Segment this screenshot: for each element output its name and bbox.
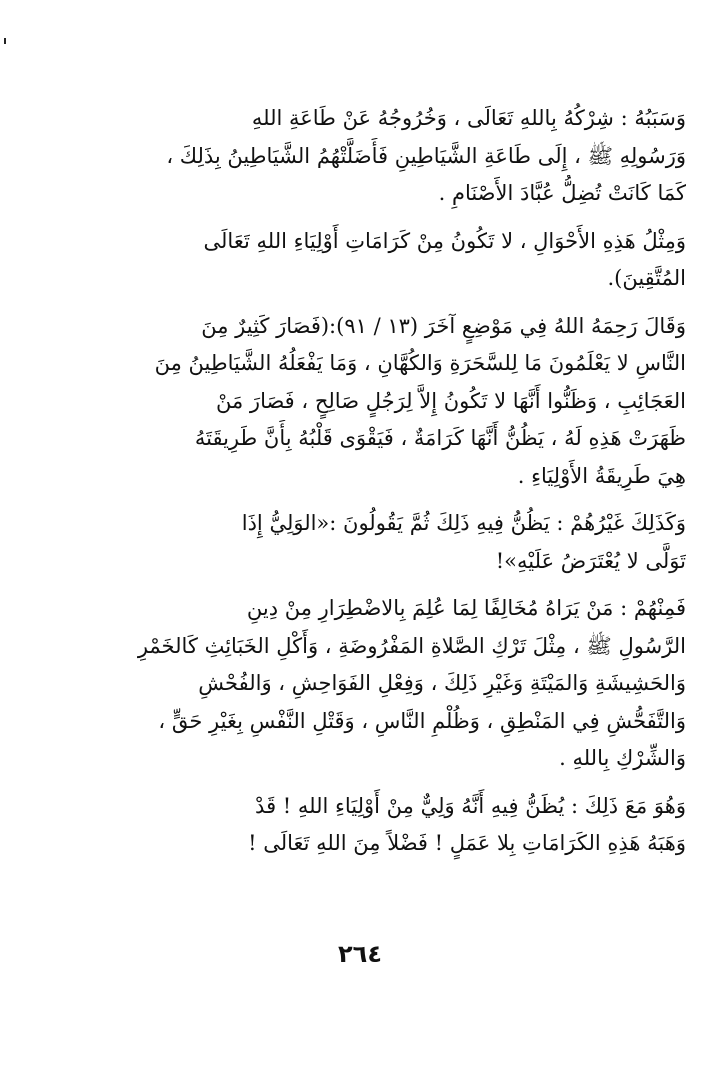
paragraph-3 — [38, 308, 686, 496]
paragraph-6 — [38, 788, 686, 863]
text-line: وَهَبَهُ هَذِهِ الكَرَامَاتِ بِلا عَمَلٍ ! فَضْلاً مِنَ اللهِ تَعَالَى ! — [248, 831, 686, 855]
text-line: وَالشِّرْكِ بِاللهِ . — [559, 746, 686, 770]
text-line: المُتَّقِينَ). — [607, 266, 686, 290]
text-line: ظَهَرَتْ هَذِهِ لَهُ ، يَظُنُّ أَنَّهَا كَرَامَةٌ ، فَيَقْوَى قَلْبُهُ بِأَنَّ طَرِيقَتَهُ — [194, 426, 686, 450]
text-line: تَوَلَّى لا يُعْتَرَضُ عَلَيْهِ»! — [495, 548, 686, 573]
text-line: النَّاسِ لا يَعْلَمُونَ مَا لِلسَّحَرَةِ وَالكُهَّانِ ، وَمَا يَفْعَلُهُ الشَّيَاطِينُ مِنَ — [154, 351, 686, 375]
scan-edge-mark — [4, 38, 6, 44]
text-line: وَهُوَ مَعَ ذَلِكَ : يُظَنُّ فِيهِ أَنَّهُ وَلِيٌّ مِنْ أَوْلِيَاءِ اللهِ ! قَدْ — [255, 793, 686, 818]
paragraph-5 — [38, 590, 686, 778]
page-body — [38, 100, 686, 873]
text-line: وَكَذَلِكَ غَيْرُهُمْ : يَظُنُّ فِيهِ ذَلِكَ ثُمَّ يَقُولُونَ :«الوَلِيُّ إِذَا — [241, 511, 686, 535]
text-line: العَجَائِبِ ، وَظَنُّوا أَنَّهَا لا تَكُونُ إِلاَّ لِرَجُلٍ صَالِحٍ ، فَصَارَ مَنْ — [216, 388, 686, 413]
page-number: ٢٦٤ — [338, 940, 382, 968]
text-line: هِيَ طَرِيقَةُ الأَوْلِيَاءِ . — [517, 463, 686, 488]
text-line: الرَّسُولِ ﷺ ، مِثْلَ تَرْكِ الصَّلاةِ المَفْرُوضَةِ ، وَأَكْلِ الخَبَائِثِ كَالخَمْرِ — [137, 633, 686, 658]
paragraph-1 — [38, 100, 686, 213]
text-line: وَرَسُولِهِ ﷺ ، إِلَى طَاعَةِ الشَّيَاطِينِ فَأَضَلَّتْهُمُ الشَّيَاطِينُ بِذَلِكَ ، — [166, 143, 686, 168]
text-line: وَمِثْلُ هَذِهِ الأَحْوَالِ ، لا تَكُونُ مِنْ كَرَامَاتِ أَوْلِيَاءِ اللهِ تَعَالَى — [203, 228, 686, 253]
text-line: وَسَبَبُهُ : شِرْكُهُ بِاللهِ تَعَالَى ، وَخُرُوجُهُ عَنْ طَاعَةِ اللهِ — [251, 106, 686, 130]
text-line: وَالتَّفَحُّشِ فِي المَنْطِقِ ، وَظُلْمِ النَّاسِ ، وَقَتْلِ النَّفْسِ بِغَيْرِ حَقٍّ ، — [158, 708, 686, 733]
paragraph-2 — [38, 223, 686, 298]
text-line: وَالحَشِيشَةِ وَالمَيْتَةِ وَغَيْرِ ذَلِكَ ، وَفِعْلِ الفَوَاحِشِ ، وَالفُحْشِ — [198, 671, 686, 695]
paragraph-4 — [38, 505, 686, 580]
text-line: كَمَا كَانَتْ تُضِلُّ عُبَّادَ الأَصْنَامِ . — [438, 181, 686, 205]
text-line: فَمِنْهُمْ : مَنْ يَرَاهُ مُخَالِفًا لِمَا عُلِمَ بِالاضْطِرَارِ مِنْ دِينِ — [246, 596, 686, 620]
text-line: وَقَالَ رَحِمَهُ اللهُ فِي مَوْضِعٍ آخَرَ (١٣ / ٩١):(فَصَارَ كَثِيرٌ مِنَ — [201, 313, 686, 338]
